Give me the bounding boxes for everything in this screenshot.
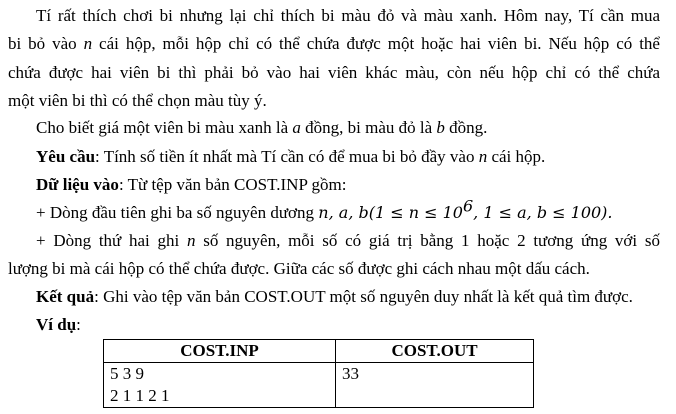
- text: : Tính số tiền ít nhất mà Tí cần có để mua bi bỏ đầy vào: [95, 147, 479, 166]
- out-line-1: 33: [342, 364, 359, 383]
- var-b: b: [436, 118, 445, 137]
- text: : Ghi vào tệp văn bản COST.OUT một số nguyên duy nhất là kết quả tìm được.: [94, 287, 633, 306]
- paragraph-1-line-4: một viên bi thì có thể chọn màu tùy ý.: [8, 91, 267, 110]
- var-n: n: [186, 231, 196, 250]
- var-n: n: [83, 34, 93, 53]
- text: : Từ tệp văn bản COST.INP gồm:: [118, 175, 347, 194]
- input-label: Dữ liệu vào: [36, 175, 119, 194]
- table-header-row: [104, 340, 534, 363]
- input-line-1-description: [36, 196, 613, 223]
- text: Cho biết giá một viên bi màu xanh là: [36, 118, 293, 137]
- text: :: [76, 315, 81, 334]
- var-a: a: [292, 118, 301, 137]
- requirement-label: Yêu cầu: [36, 147, 96, 166]
- text: đồng.: [444, 118, 488, 137]
- cell-cost-inp: [104, 363, 336, 408]
- text: + Dòng đầu tiên ghi ba số nguyên dương: [36, 203, 319, 222]
- example-label: Ví dụ: [36, 315, 77, 334]
- condition-open: (1 ≤ n ≤ 10: [368, 203, 463, 222]
- cell-cost-out: [336, 363, 534, 408]
- output-line: [36, 287, 633, 307]
- text: cái hộp.: [487, 147, 546, 166]
- text: bi bỏ vào: [8, 34, 84, 53]
- example-line: [36, 315, 81, 335]
- inp-line-1: 5 3 9: [110, 364, 144, 383]
- inp-line-2: 2 1 1 2 1: [110, 386, 170, 405]
- paragraph-2: [36, 118, 487, 138]
- header-cost-inp: COST.INP: [104, 340, 336, 363]
- var-n: n: [478, 147, 488, 166]
- requirement-line: [36, 147, 545, 167]
- exponent: 6: [462, 196, 474, 216]
- example-table: [103, 339, 534, 408]
- input-line-2-description: [36, 231, 660, 251]
- text: số nguyên, mỗi số có giá trị bằng 1 hoặc 2 tương ứng với số: [195, 231, 660, 250]
- header-cost-out: COST.OUT: [336, 340, 534, 363]
- input-line-3-description: lượng bi mà cái hộp có thể chứa được. Giữa các số được ghi cách nhau một dấu cách.: [8, 259, 590, 278]
- paragraph-1-line-3: chứa được hai viên bi thì phải bỏ vào hai viên khác màu, còn nếu hộp chỉ có thể chứa: [8, 63, 660, 82]
- table-row: [104, 363, 534, 408]
- input-line: [36, 175, 346, 195]
- vars-n-a-b: n, a, b: [318, 203, 369, 222]
- text: + Dòng thứ hai ghi: [36, 231, 187, 250]
- text: đồng, bi màu đỏ là: [300, 118, 437, 137]
- text: cái hộp, mỗi hộp chỉ có thể chứa được một hoặc hai viên bi. Nếu hộp có thể: [92, 34, 660, 53]
- paragraph-1-line-1: Tí rất thích chơi bi nhưng lại chỉ thích bi màu đỏ và màu xanh. Hôm nay, Tí cần mua: [36, 6, 660, 25]
- condition-close: , 1 ≤ a, b ≤ 100).: [473, 203, 613, 222]
- output-label: Kết quả: [36, 287, 95, 306]
- paragraph-1-line-2: [8, 34, 660, 54]
